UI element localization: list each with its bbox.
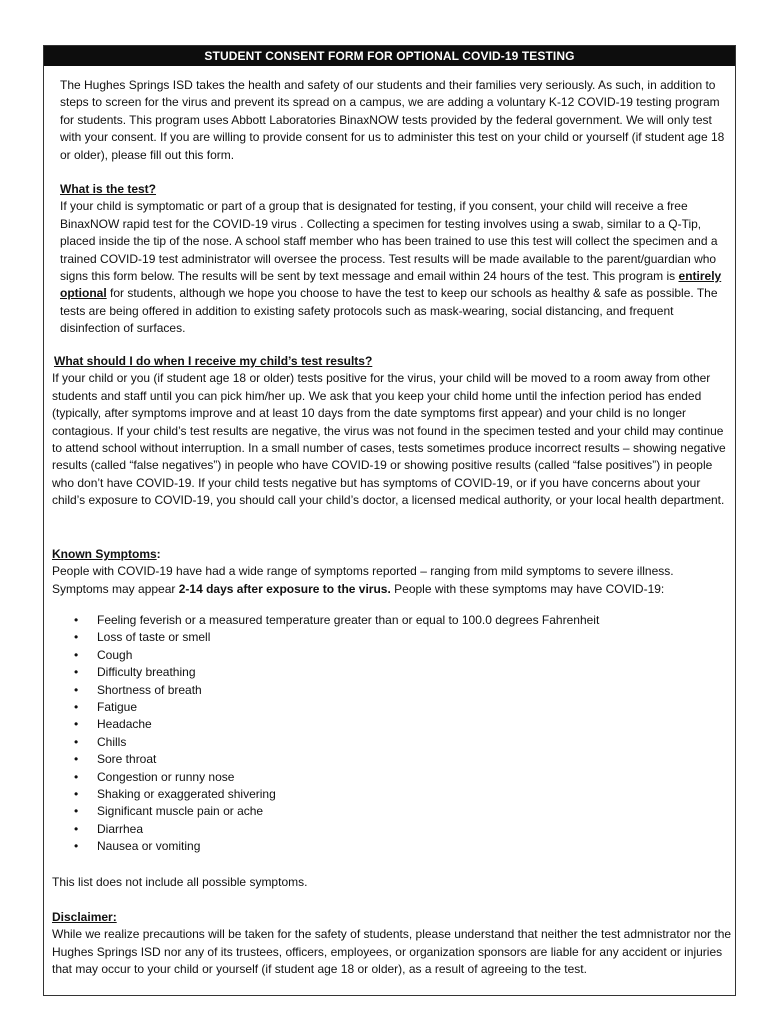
what-is-test-heading: What is the test? xyxy=(60,182,157,196)
results-heading: What should I do when I receive my child’s test results? xyxy=(54,354,373,368)
symptoms-list-container xyxy=(52,612,732,855)
disclaimer-paragraph: While we realize precautions will be taken for the safety of students, please understand that neither the test admnistrator nor the Hughes Springs ISD nor any of its trustees, officers, employees, or organization sponsors are liable for any accident or injuries that may occur to your child or yourself (if student age 18 or older), as a result of agreeing to the test. xyxy=(52,927,732,977)
what-is-test-paragraph xyxy=(60,198,730,337)
list-item: • Nausea or vomiting xyxy=(52,838,732,855)
list-item: • Difficulty breathing xyxy=(52,664,732,681)
what-is-test-text-a: If your child is symptomatic or part of a group that is designated for testing, if you consent, your child will receive a free BinaxNOW rapid test for the COVID-19 virus . Collecting a specimen for testing involves using a swab, similar to a Q-Tip, placed inside the tip of the nose. A school staff member who has been trained to use this test will collect the specimen and a trained COVID-19 test administrator will oversee the process. Test results will be made available to the parent/guardian who signs this form below. The results will be sent by text message and email within 24 hours of the test. This program is xyxy=(60,199,718,284)
list-item: • Loss of taste or smell xyxy=(52,629,732,646)
results-section xyxy=(52,353,732,510)
results-paragraph: If your child or you (if student age 18 or older) tests positive for the virus, your child will be moved to a room away from other students and staff until you can pick him/her up. We ask that you keep your child home until the infection period has ended (typically, after symptoms improve and at least 10 days from the date symptoms first appear) and your child is no longer contagious. If your child’s test results are negative, the virus was not found in the specimen tested and your child may continue to attend school without interruption. In a small number of cases, tests sometimes produce incorrect results – showing negative results (called “false negatives”) in people who have COVID-19 or showing positive results (called “false positives”) in people who don’t have COVID-19. If your child tests negative but has symptoms of COVID-19, or if you have concerns about your child’s exposure to COVID-19, you should call your child’s doctor, a licensed medical authority, or your local health department. xyxy=(52,371,726,508)
symptoms-text-a: People with COVID-19 have had a wide range of symptoms reported – ranging from mild symptoms to severe illness. Symptoms may appear xyxy=(52,564,674,596)
list-item: • Headache xyxy=(52,716,732,733)
symptom-window-emphasis: 2-14 days after exposure to the virus. xyxy=(178,581,391,596)
symptoms-paragraph xyxy=(52,563,732,598)
list-item: • Diarrhea xyxy=(52,821,732,838)
what-is-test-text-b: for students, although we hope you choose to have the test to keep our schools as healthy & safe as possible. The tests are being offered in addition to existing safety protocols such as mask-wearing, social distancing, and frequent disinfection of surfaces. xyxy=(60,286,718,336)
list-item: • Feeling feverish or a measured temperature greater than or equal to 100.0 degrees Fahrenheit xyxy=(52,612,732,629)
list-item: • Shaking or exaggerated shivering xyxy=(52,786,732,803)
symptoms-section xyxy=(52,546,732,598)
disclaimer-heading: Disclaimer: xyxy=(52,910,117,924)
list-item: • Sore throat xyxy=(52,751,732,768)
disclaimer-section xyxy=(52,909,732,979)
list-item: • Congestion or runny nose xyxy=(52,769,732,786)
what-is-test-section xyxy=(60,181,730,338)
symptoms-heading: Known Symptoms xyxy=(52,547,157,561)
symptoms-heading-line xyxy=(52,546,732,563)
symptoms-list xyxy=(52,612,732,855)
list-item: • Shortness of breath xyxy=(52,682,732,699)
symptoms-text-b: People with these symptoms may have COVID-19: xyxy=(390,581,665,596)
list-item: • Significant muscle pain or ache xyxy=(52,803,732,820)
consent-form-box xyxy=(43,45,736,996)
symptoms-heading-colon: : xyxy=(156,547,161,561)
symptoms-note: This list does not include all possible symptoms. xyxy=(52,875,308,889)
list-item: • Cough xyxy=(52,647,732,664)
form-title: STUDENT CONSENT FORM FOR OPTIONAL COVID-19 TESTING xyxy=(44,46,735,66)
list-item: • Fatigue xyxy=(52,699,732,716)
intro-paragraph: The Hughes Springs ISD takes the health and safety of our students and their families very seriously. As such, in addition to steps to screen for the virus and prevent its spread on a campus, we are adding a voluntary K-12 COVID-19 testing program for students. This program uses Abbott Laboratories BinaxNOW tests provided by the federal government. We will only test with your consent. If you are willing to provide consent for us to administer this test on your child or yourself (if student age 18 or older), please fill out this form. xyxy=(60,78,725,162)
list-item: • Chills xyxy=(52,734,732,751)
entirely-optional-emphasis: entirely optional xyxy=(60,269,722,301)
